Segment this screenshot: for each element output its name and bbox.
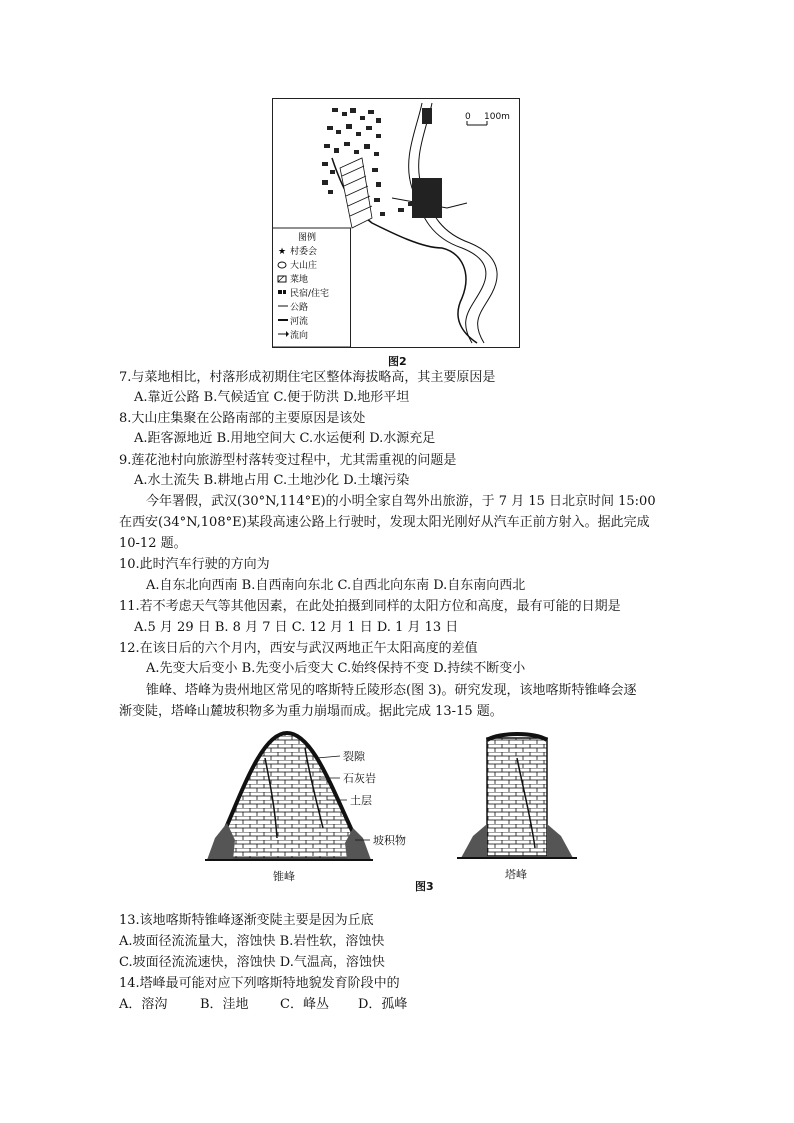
passage3-line2: 渐变陡，塔峰山麓坡积物多为重力崩塌而成。据此完成 13-15 题。: [119, 704, 503, 719]
legend-item-2: 菜地: [290, 275, 309, 285]
q7-stem: 7.与菜地相比，村落形成初期住宅区整体海拔略高，其主要原因是: [119, 370, 496, 385]
q9-options: A.水土流失 B.耕地占用 C.土地沙化 D.土壤污染: [134, 473, 410, 488]
q10-stem: 10.此时汽车行驶的方向为: [119, 557, 270, 572]
figure-2-map: [272, 98, 520, 348]
passage2-line2: 在西安(34°N,108°E)某段高速公路上行驶时，发现太阳光刚好从汽车正前方射入。据此完成: [119, 515, 650, 530]
passage3-line1: 锥峰、塔峰为贵州地区常见的喀斯特丘陵形态(图 3)。研究发现，该地喀斯特锥峰会逐: [146, 683, 637, 698]
legend-star-icon: ★: [278, 247, 287, 257]
q14-option-c: C．峰丛: [280, 997, 329, 1012]
label-crack: 裂隙: [343, 750, 365, 763]
legend-title: 图例: [298, 233, 317, 243]
label-limestone: 石灰岩: [343, 772, 376, 785]
figure-2-caption: 图2: [388, 355, 407, 368]
q12-options: A.先变大后变小 B.先变小后变大 C.始终保持不变 D.持续不断变小: [146, 661, 526, 676]
cone-peak-name: 锥峰: [273, 870, 295, 883]
passage2-line3: 10-12 题。: [119, 536, 187, 551]
q12-stem: 12.在该日后的六个月内，西安与武汉两地正午太阳高度的差值: [119, 641, 478, 656]
q8-options: A.距客源地近 B.用地空间大 C.水运便利 D.水源充足: [134, 431, 436, 446]
q10-options: A.自东北向西南 B.自西南向东北 C.自西北向东南 D.自东南向西北: [146, 578, 526, 593]
label-soil-layer: 土层: [350, 794, 372, 807]
q14-stem: 14.塔峰最可能对应下列喀斯特地貌发育阶段中的: [119, 976, 400, 991]
legend-item-5: 河流: [290, 317, 309, 327]
q11-options: A.5 月 29 日 B. 8 月 7 日 C. 12 月 1 日 D. 1 月 13 日: [134, 620, 459, 635]
scale-text: 100m: [484, 112, 510, 122]
q7-options: A.靠近公路 B.气候适宜 C.便于防洪 D.地形平坦: [134, 390, 410, 405]
tower-peak-drawing: [457, 734, 577, 858]
scale-zero: 0: [465, 112, 471, 122]
legend-item-3: 民宿/住宅: [290, 289, 330, 299]
legend-item-1: 大山庄: [290, 261, 318, 271]
q14-option-a: A．溶沟: [119, 997, 168, 1012]
figure-3-caption: 图3: [415, 880, 434, 893]
q13-options-ab: A.坡面径流流量大，溶蚀快 B.岩性软，溶蚀快: [119, 934, 385, 949]
q13-options-cd: C.坡面径流流速快，溶蚀快 D.气温高，溶蚀快: [119, 955, 385, 970]
legend-item-0: 村委会: [290, 247, 318, 257]
legend-item-4: 公路: [290, 303, 309, 313]
legend-house-icon: [278, 290, 282, 294]
q14-option-b: B．洼地: [200, 997, 249, 1012]
q14-option-d: D．孤峰: [358, 997, 408, 1012]
passage2-line1: 今年署假，武汉(30°N,114°E)的小明全家自驾外出旅游，于 7 月 15 日北京时间 15:00: [146, 494, 656, 509]
q11-stem: 11.若不考虑天气等其他因素，在此处拍摄到同样的太阳方位和高度，最有可能的日期是: [119, 599, 621, 614]
legend-item-6: 流向: [290, 331, 309, 341]
q13-stem: 13.该地喀斯特锥峰逐渐变陡主要是因为丘底: [119, 913, 374, 928]
q9-stem: 9.莲花池村向旅游型村落转变过程中，尤其需重视的问题是: [119, 453, 457, 468]
label-colluvium: 坡积物: [373, 834, 406, 847]
figure-3-landforms: [205, 728, 605, 896]
q8-stem: 8.大山庄集聚在公路南部的主要原因是该处: [119, 411, 366, 426]
tower-peak-name: 塔峰: [505, 868, 527, 881]
